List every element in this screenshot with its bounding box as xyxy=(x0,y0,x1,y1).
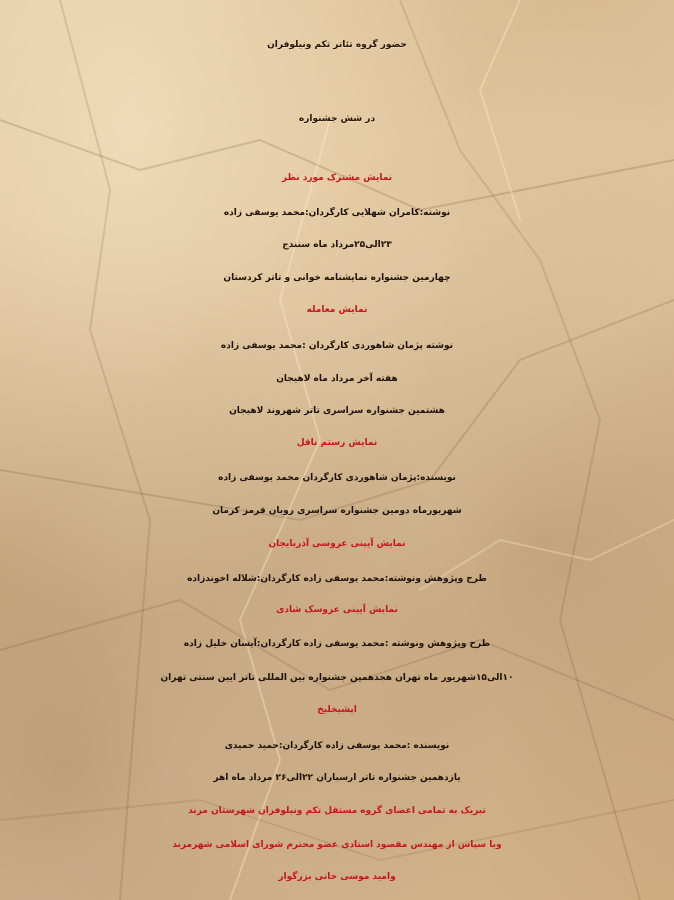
poster-title-line-2: در شش جشنواره xyxy=(298,114,376,124)
footer-congratulations: تبریک به تمامی اعضای گروه مستقل تکم ونیلوفران شهرستان مرند xyxy=(188,806,486,816)
show-detail: چهارمین جشنواره نمایشنامه خوانی و تاتر کردستان xyxy=(223,273,451,283)
show-heading: نمایش آیینی عروسی آذربایجان xyxy=(268,539,406,549)
show-detail: ۲۳الی۲۵مرداد ماه سنندج xyxy=(282,240,392,250)
show-heading: نمایش آیینی عروسک شادی xyxy=(276,605,398,615)
footer-thanks-2: وامید موسی خانی بزرگوار xyxy=(278,872,396,882)
show-detail: یازدهمین جشنواره تاتر ارسباران ۲۲الی۲۶ مرداد ماه اهر xyxy=(213,773,461,783)
show-detail: نوشته:کامران شهلایی کارگردان:محمد یوسفی زاده xyxy=(223,208,451,218)
show-detail: طرح وپژوهش ونوشته:محمد یوسفی زاده کارگردان:شلاله اخوندزاده xyxy=(187,574,487,584)
show-heading: نمایش رستم ناقل xyxy=(296,438,378,448)
show-heading: نمایش معامله xyxy=(306,305,368,315)
show-detail: طرح وپژوهش ونوشته :محمد یوسفی زاده کارگردان:آیسان خلیل زاده xyxy=(183,639,491,649)
show-heading: ایشیخلیخ xyxy=(317,705,357,715)
show-detail: نویسنده :محمد یوسفی زاده کارگردان:حمید حمیدی xyxy=(224,741,450,751)
show-detail: هشتمین جشنواره سراسری تاتر شهروند لاهیجان xyxy=(229,406,445,416)
show-detail: نویسنده:پژمان شاهوردی کارگردان محمد یوسفی زاده xyxy=(218,473,456,483)
show-detail: نوشته پژمان شاهوردی کارگردان :محمد یوسفی زاده xyxy=(220,341,454,351)
show-detail: شهریورماه دومین جشنواره سراسری روبان قرمز کرمان xyxy=(212,506,462,516)
poster-title-line-1: حضور گروه تئاتر تکم ونیلوفران xyxy=(267,40,407,50)
show-heading: نمایش مشترک مورد نظر xyxy=(281,173,393,183)
show-detail: هفته آخر مرداد ماه لاهیجان xyxy=(276,374,398,384)
footer-thanks: وبا سپاس از مهندس مقصود استادی عضو محترم شورای اسلامی شهرمرند xyxy=(172,840,502,850)
show-detail: ۱۰الی۱۵شهریور ماه تهران هجدهمین جشنواره بین المللی تاتر ایین سنتی تهران xyxy=(160,673,514,683)
